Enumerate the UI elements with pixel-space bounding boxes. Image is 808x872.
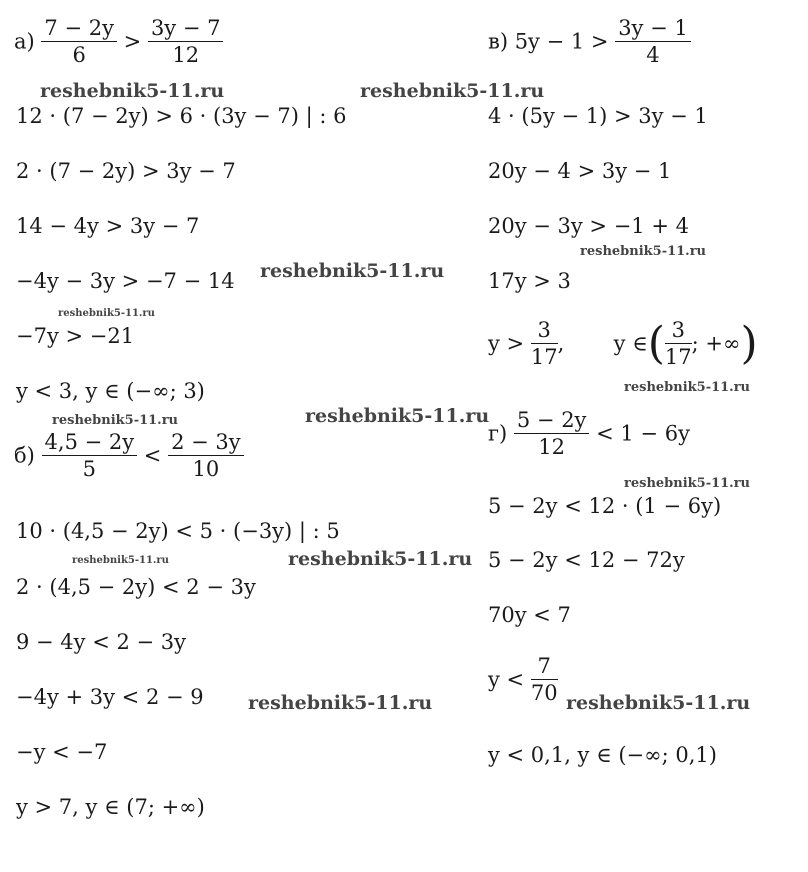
- step-line: 5 − 2y < 12 − 72y: [488, 548, 685, 572]
- step-line: −y < −7: [16, 740, 108, 764]
- step-line: 2 · (4,5 − 2y) < 2 − 3y: [16, 575, 256, 599]
- problem-b-header: б) $\frac{4,5 - 2y}{5}$ < $\frac{2 - 3y}{10}$: [14, 432, 244, 480]
- step-line: 14 − 4y > 3y − 7: [16, 214, 200, 238]
- watermark: reshebnik5-11.ru: [72, 555, 169, 566]
- fraction: $\frac{3y - 7}{12}$: [148, 18, 224, 66]
- answer-line: y < 0,1, y ∈ (−∞; 0,1): [488, 743, 717, 767]
- step-line: 70y < 7: [488, 603, 571, 627]
- watermark: reshebnik5-11.ru: [305, 405, 490, 427]
- answer-line: y > 7, y ∈ (7; +∞): [16, 795, 205, 819]
- problem-v-label: в) 5y − 1 >: [488, 29, 609, 54]
- problem-g-label: г): [488, 421, 508, 446]
- step-line: 5 − 2y < 12 · (1 − 6y): [488, 494, 722, 518]
- step-line: 10 · (4,5 − 2y) < 5 · (−3y) | : 5: [16, 519, 340, 543]
- step-line: 9 − 4y < 2 − 3y: [16, 630, 187, 654]
- step-line: −4y + 3y < 2 − 9: [16, 685, 204, 709]
- watermark: reshebnik5-11.ru: [248, 692, 433, 714]
- watermark: reshebnik5-11.ru: [260, 260, 445, 282]
- step-line: 12 · (7 − 2y) > 6 · (3y − 7) | : 6: [16, 104, 347, 128]
- watermark: reshebnik5-11.ru: [580, 244, 707, 259]
- watermark: reshebnik5-11.ru: [52, 413, 179, 428]
- problem-a-header: а) $\frac{7 - 2y}{6}$ > $\frac{3y - 7}{12}$: [14, 18, 223, 66]
- watermark: reshebnik5-11.ru: [624, 380, 751, 395]
- answer-line: y < $\frac{7}{70}$: [488, 654, 558, 705]
- fraction: $\frac{3y - 1}{4}$: [615, 18, 691, 66]
- watermark: reshebnik5-11.ru: [566, 692, 751, 714]
- step-line: 2 · (7 − 2y) > 3y − 7: [16, 159, 236, 183]
- step-line: −7y > −21: [16, 324, 135, 348]
- problem-v-header: [488, 18, 691, 66]
- fraction: $\frac{2 - 3y}{10}$: [168, 432, 244, 480]
- fraction: $\frac{7 - 2y}{6}$: [41, 18, 117, 66]
- step-line: 20y − 4 > 3y − 1: [488, 159, 672, 183]
- step-line: 20y − 3y > −1 + 4: [488, 214, 689, 238]
- fraction: $\frac{4,5 - 2y}{5}$: [42, 432, 138, 480]
- watermark: reshebnik5-11.ru: [288, 548, 473, 570]
- answer-line: y > $\frac{3}{17}$ , y ∈( $\frac{3}{17}$ ; +∞): [488, 318, 758, 369]
- problem-a-label: а): [14, 29, 35, 54]
- fraction: $\frac{3}{17}$: [664, 318, 692, 369]
- watermark: reshebnik5-11.ru: [40, 80, 225, 102]
- problem-g-header: г) $\frac{5 - 2y}{12}$ < 1 − 6y: [488, 408, 690, 459]
- step-line: 4 · (5y − 1) > 3y − 1: [488, 104, 708, 128]
- watermark: reshebnik5-11.ru: [58, 308, 155, 319]
- watermark: reshebnik5-11.ru: [360, 80, 545, 102]
- fraction: $\frac{3}{17}$: [530, 318, 558, 369]
- fraction: $\frac{7}{70}$: [530, 654, 558, 705]
- fraction: $\frac{5 - 2y}{12}$: [514, 410, 590, 458]
- answer-line: y < 3, y ∈ (−∞; 3): [16, 379, 205, 403]
- step-line: 17y > 3: [488, 269, 571, 293]
- problem-b-label: б): [14, 443, 35, 468]
- watermark: reshebnik5-11.ru: [624, 476, 751, 491]
- step-line: −4y − 3y > −7 − 14: [16, 269, 235, 293]
